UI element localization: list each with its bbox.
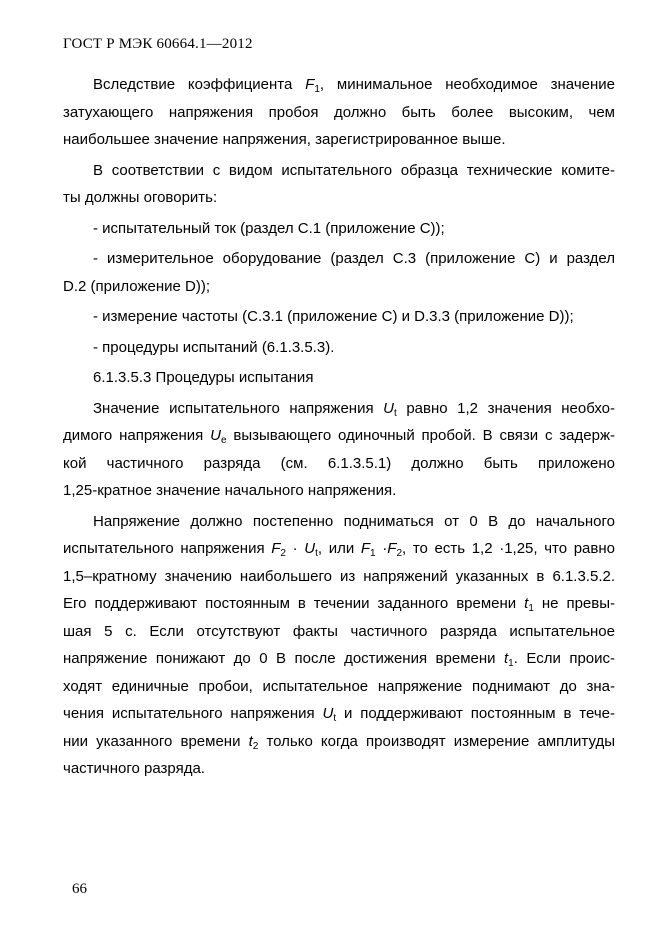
text-line: Значение испытательного напряжения $U_t$ равно 1,2 значения необхо- bbox=[93, 399, 615, 419]
section-heading: 6.1.3.5.3 Процедуры испытания bbox=[93, 369, 314, 386]
text-line: нии указанного времени $t_2$ только когда производят измерение амплитуды bbox=[63, 732, 615, 752]
paragraph-committees bbox=[63, 157, 615, 212]
text-line: чения испытательного напряжения $U_t$ и поддерживают постоянным в тече- bbox=[63, 705, 615, 724]
list-item-continuation: D.2 (приложение D)); bbox=[63, 277, 210, 295]
text-line: 1,5–кратному значению наибольшего из напряжений указанных в 6.1.3.5.2. bbox=[63, 567, 615, 585]
document-header: ГОСТ Р МЭК 60664.1—2012 bbox=[63, 36, 253, 52]
text-line: наибольшее значение напряжения, зарегистрированное выше. bbox=[63, 131, 506, 148]
list-item: - измерительное оборудование (раздел С.3 (приложение С) и раздел bbox=[93, 250, 615, 267]
text-line: затухающего напряжения пробоя должно быть более высоким, чем bbox=[63, 103, 615, 121]
text-line: 1,25-кратное значение начального напряжения. bbox=[63, 482, 397, 499]
page-body bbox=[63, 71, 615, 783]
text-line: частичного разряда. bbox=[63, 760, 205, 777]
text-line: Его поддерживают постоянным в течении заданного времени $t_1$ не превы- bbox=[63, 595, 615, 614]
text-line: Вследствие коэффициента $F_1$, минимальное необходимое значение bbox=[93, 76, 615, 95]
text-line: шая 5 с. Если отсутствуют факты частичного разряда испытательное bbox=[63, 622, 615, 640]
paragraph-voltage-procedure bbox=[63, 508, 615, 783]
text-line: испытательного напряжения $F_2 \cdot U_t$, или $F_1 \cdot F_2$, то есть 1,2 ·1,25, что равно bbox=[63, 540, 615, 559]
text-line: напряжение понижают до 0 В после достижения времени $t_1$. Если проис- bbox=[63, 650, 615, 669]
text-line: кой частичного разряда (см. 6.1.3.5.1) должно быть приложено bbox=[63, 454, 615, 472]
requirements-list bbox=[63, 215, 615, 362]
text-line: Напряжение должно постепенно подниматься от 0 В до начального bbox=[93, 512, 615, 530]
text-line: ты должны оговорить: bbox=[63, 189, 218, 206]
text-line: В соответствии с видом испытательного образца технические комите- bbox=[93, 161, 615, 179]
text-line: димого напряжения $U_e$ вызывающего одиночный пробой. В связи с задерж- bbox=[63, 427, 615, 446]
paragraph-voltage-factor bbox=[63, 71, 615, 154]
text-line: ходят единичные пробои, испытательное напряжение поднимают до зна- bbox=[63, 677, 615, 695]
list-item: - процедуры испытаний (6.1.3.5.3). bbox=[93, 338, 335, 356]
list-item: - испытательный ток (раздел С.1 (приложение С)); bbox=[93, 219, 445, 237]
paragraph-test-voltage bbox=[63, 395, 615, 505]
page-number: 66 bbox=[72, 881, 87, 897]
list-item: - измерение частоты (С.3.1 (приложение С) и D.3.3 (приложение D)); bbox=[93, 308, 574, 325]
